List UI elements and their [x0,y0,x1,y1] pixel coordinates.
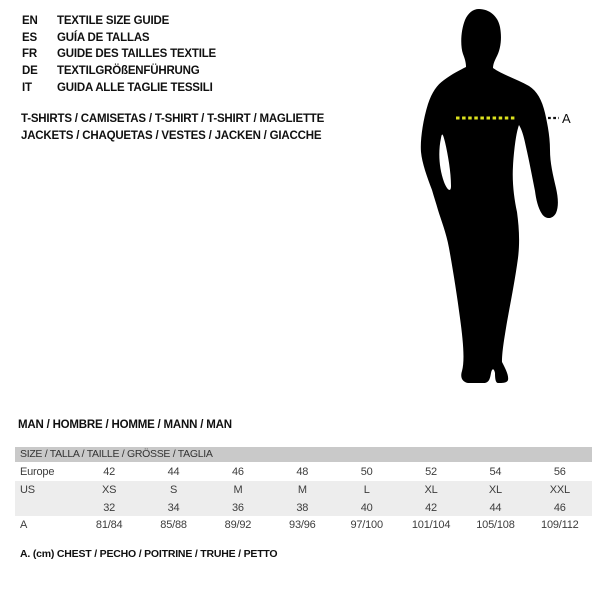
language-label: TEXTILGRÖßENFÜHRUNG [57,65,200,78]
language-label: GUIDA ALLE TAGLIE TESSILI [57,81,213,94]
size-cell: 36 [232,501,244,514]
table-row-chest [15,516,592,534]
size-cell: 44 [489,501,502,514]
language-code: ES [22,31,37,44]
table-row-us [15,481,592,499]
language-label: GUIDE DES TAILLES TEXTILE [57,48,216,61]
language-code: EN [22,15,38,28]
table-row-uk [15,499,592,516]
footnote: A. (cm) CHEST / PECHO / POITRINE / TRUHE / PETTO [20,548,278,560]
size-cell: 101/104 [411,519,451,531]
size-cell: 42 [103,465,116,478]
size-cell: 81/84 [95,519,123,531]
size-cell: 44 [167,465,180,478]
size-cell: L [363,484,370,496]
size-table [15,447,592,534]
language-code: FR [22,48,37,61]
size-cell: XXL [549,484,570,496]
size-cell: XL [488,484,502,496]
size-cell: 38 [296,501,309,514]
size-cell: 50 [360,465,373,478]
size-cell: M [233,484,243,496]
language-label: TEXTILE SIZE GUIDE [57,15,170,28]
row-label: US [20,484,35,496]
size-cell: 105/108 [476,519,515,531]
size-cell: 93/96 [289,519,316,531]
language-label: GUÍA DE TALLAS [57,31,150,44]
size-cell: 32 [103,501,116,514]
language-code: IT [22,81,32,94]
size-cell: 48 [296,465,309,478]
size-cell: M [297,484,307,496]
size-cell: 52 [425,465,437,478]
size-cell: 46 [553,501,566,514]
row-label: A [20,519,28,531]
size-cell: 89/92 [224,519,252,531]
size-cell: 40 [360,501,373,514]
section-title: MAN / HOMBRE / HOMME / MANN / MAN [18,419,232,431]
size-cell: 46 [232,465,244,478]
language-code: DE [22,65,38,78]
product-line-jackets: JACKETS / CHAQUETAS / VESTES / JACKEN / GIACCHE [21,130,322,142]
product-line-tshirts: T-SHIRTS / CAMISETAS / T-SHIRT / T-SHIRT / MAGLIETTE [21,113,325,125]
table-row-europe [15,462,592,481]
size-cell: 97/100 [350,519,383,531]
size-cell: 85/88 [160,519,187,531]
size-cell: 42 [425,501,437,514]
size-cell: S [169,484,178,496]
row-label: Europe [20,465,55,478]
size-cell: 109/112 [541,519,579,531]
table-header: SIZE / TALLA / TAILLE / GRÖSSE / TAGLIA [15,447,592,462]
size-cell: 56 [553,465,566,478]
size-cell: 54 [489,465,502,478]
size-cell: 34 [167,501,180,514]
size-cell: XS [102,484,117,496]
man-silhouette [421,9,558,383]
size-cell: XL [424,484,438,496]
measure-label: A [562,111,571,126]
